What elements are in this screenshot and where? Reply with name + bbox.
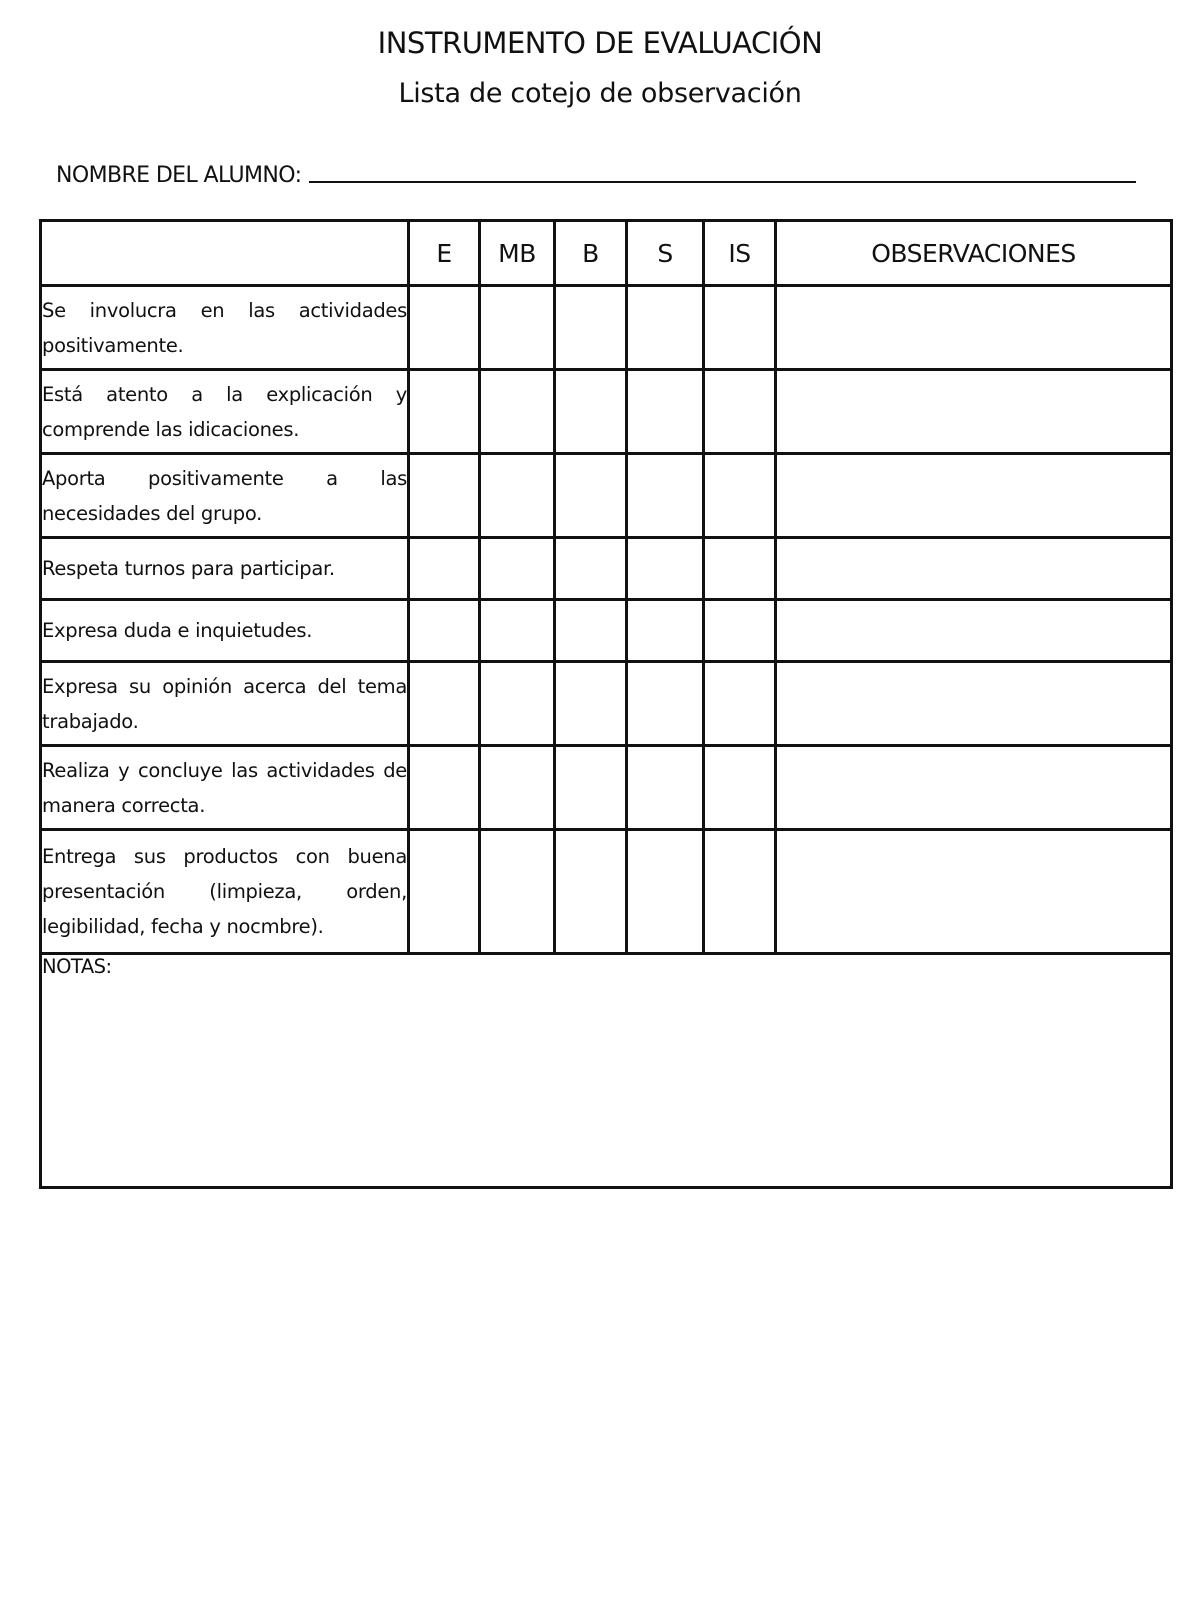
rating-cell-is[interactable]: [704, 454, 776, 538]
notes-label: NOTAS:: [42, 955, 112, 978]
table-row: [41, 830, 1172, 954]
rating-cell-s[interactable]: [627, 370, 704, 454]
rating-cell-b[interactable]: [555, 286, 627, 370]
rating-cell-mb[interactable]: [480, 370, 555, 454]
rating-cell-is[interactable]: [704, 662, 776, 746]
rating-cell-s[interactable]: [627, 286, 704, 370]
rating-cell-e[interactable]: [409, 454, 480, 538]
rating-cell-e[interactable]: [409, 600, 480, 662]
rating-cell-e[interactable]: [409, 370, 480, 454]
rating-cell-is[interactable]: [704, 830, 776, 954]
rating-cell-b[interactable]: [555, 830, 627, 954]
rating-cell-b[interactable]: [555, 662, 627, 746]
rating-cell-e[interactable]: [409, 830, 480, 954]
rating-cell-mb[interactable]: [480, 286, 555, 370]
rating-cell-b[interactable]: [555, 538, 627, 600]
rating-cell-is[interactable]: [704, 538, 776, 600]
table-row: [41, 662, 1172, 746]
criterion-cell: Realiza y concluye las actividades de manera correcta.: [41, 746, 409, 830]
student-name-row: [56, 155, 1136, 189]
rating-cell-mb[interactable]: [480, 538, 555, 600]
rating-cell-s[interactable]: [627, 746, 704, 830]
rating-cell-s[interactable]: [627, 830, 704, 954]
criterion-cell: Respeta turnos para participar.: [41, 538, 409, 600]
rating-cell-mb[interactable]: [480, 454, 555, 538]
student-name-blank-line[interactable]: [309, 181, 1136, 183]
rating-cell-e[interactable]: [409, 662, 480, 746]
rating-cell-b[interactable]: [555, 600, 627, 662]
header-mb: MB: [480, 221, 555, 286]
table-row: [41, 286, 1172, 370]
observations-cell[interactable]: [776, 370, 1172, 454]
rating-cell-e[interactable]: [409, 286, 480, 370]
rating-cell-s[interactable]: [627, 538, 704, 600]
rating-cell-b[interactable]: [555, 454, 627, 538]
rating-cell-mb[interactable]: [480, 662, 555, 746]
header-criteria-cell: [41, 221, 409, 286]
header-e: E: [409, 221, 480, 286]
rating-cell-is[interactable]: [704, 600, 776, 662]
table-row: [41, 538, 1172, 600]
rating-cell-b[interactable]: [555, 746, 627, 830]
rating-cell-s[interactable]: [627, 600, 704, 662]
header-s: S: [627, 221, 704, 286]
rating-cell-s[interactable]: [627, 454, 704, 538]
table-row: [41, 454, 1172, 538]
header-observaciones: OBSERVACIONES: [776, 221, 1172, 286]
checklist-table: [39, 219, 1173, 1189]
document-subtitle: Lista de cotejo de observación: [398, 78, 802, 109]
document-title: INSTRUMENTO DE EVALUACIÓN: [377, 26, 823, 60]
criterion-cell: Aporta positivamente a las necesidades del grupo.: [41, 454, 409, 538]
table-row: [41, 600, 1172, 662]
criterion-cell: Expresa duda e inquietudes.: [41, 600, 409, 662]
observations-cell[interactable]: [776, 662, 1172, 746]
table-header-row: [41, 221, 1172, 286]
rating-cell-is[interactable]: [704, 746, 776, 830]
table-row: [41, 370, 1172, 454]
header-is: IS: [704, 221, 776, 286]
criterion-cell: Entrega sus productos con buena presentación (limpieza, orden, legibilidad, fecha y nocmbre).: [41, 830, 409, 954]
rating-cell-e[interactable]: [409, 746, 480, 830]
table-row: [41, 746, 1172, 830]
observations-cell[interactable]: [776, 454, 1172, 538]
observations-cell[interactable]: [776, 286, 1172, 370]
observations-cell[interactable]: [776, 746, 1172, 830]
rating-cell-s[interactable]: [627, 662, 704, 746]
rating-cell-mb[interactable]: [480, 830, 555, 954]
rating-cell-mb[interactable]: [480, 600, 555, 662]
rating-cell-mb[interactable]: [480, 746, 555, 830]
student-name-label: NOMBRE DEL ALUMNO:: [56, 163, 302, 188]
criterion-cell: Se involucra en las actividades positivamente.: [41, 286, 409, 370]
criterion-cell: Está atento a la explicación y comprende las idicaciones.: [41, 370, 409, 454]
notes-cell[interactable]: [41, 954, 1172, 1188]
rating-cell-b[interactable]: [555, 370, 627, 454]
header-b: B: [555, 221, 627, 286]
criterion-cell: Expresa su opinión acerca del tema trabajado.: [41, 662, 409, 746]
observations-cell[interactable]: [776, 538, 1172, 600]
observations-cell[interactable]: [776, 830, 1172, 954]
observations-cell[interactable]: [776, 600, 1172, 662]
rating-cell-is[interactable]: [704, 370, 776, 454]
notes-row: [41, 954, 1172, 1188]
rating-cell-is[interactable]: [704, 286, 776, 370]
rating-cell-e[interactable]: [409, 538, 480, 600]
